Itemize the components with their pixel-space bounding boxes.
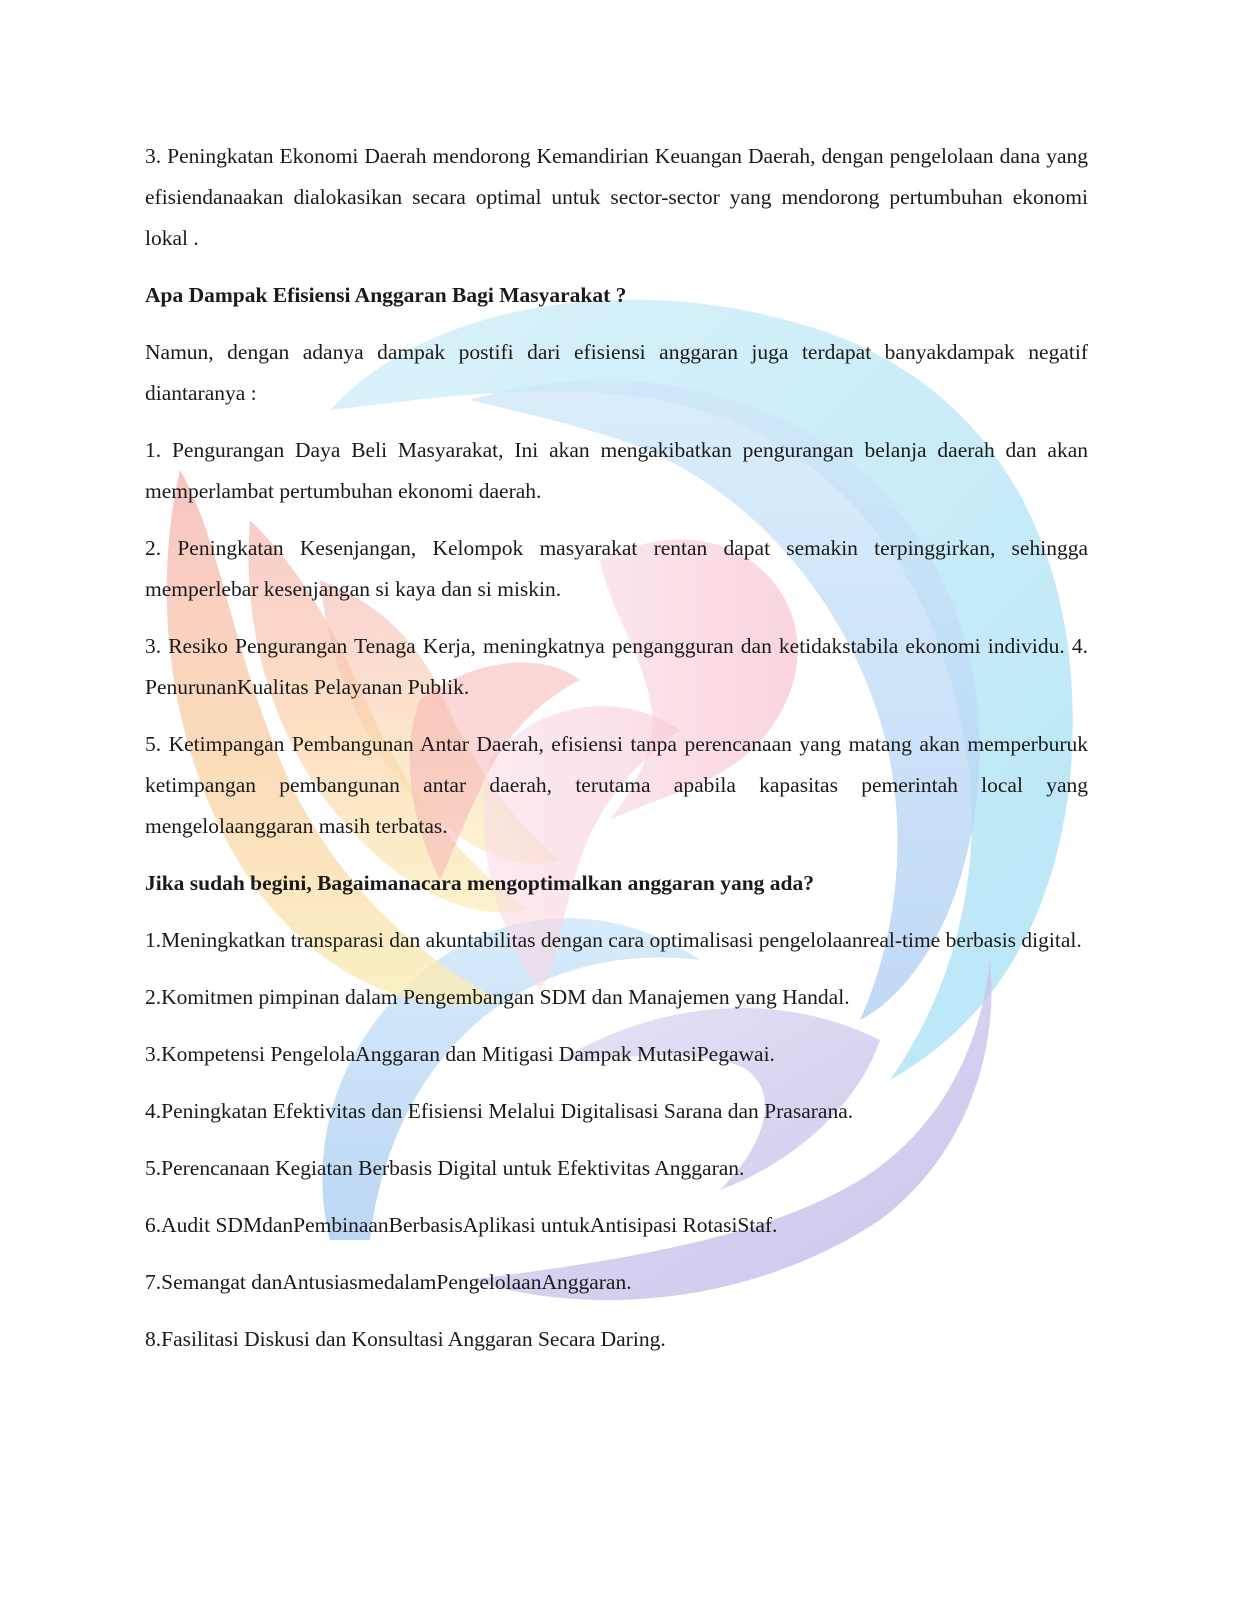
solution-item-8: 8.Fasilitasi Diskusi dan Konsultasi Anggaran Secara Daring. — [145, 1327, 666, 1351]
impact-item-3: 3. Resiko Pengurangan Tenaga Kerja, meningkatnya pengangguran dan ketidakstabila ekonomi individu. 4. PenurunanKualitas Pelayanan Publik. — [145, 634, 1088, 699]
heading-optimize-budget: Jika sudah begini, Bagaimanacara mengoptimalkan anggaran yang ada? — [145, 871, 815, 895]
solution-item-4: 4.Peningkatan Efektivitas dan Efisiensi Melalui Digitalisasi Sarana dan Prasarana. — [145, 1099, 854, 1123]
impact-item-2: 2. Peningkatan Kesenjangan, Kelompok masyarakat rentan dapat semakin terpinggirkan, sehingga memperlebar kesenjangan si kaya dan si miskin. — [145, 536, 1088, 601]
solution-item-1: 1.Meningkatkan transparasi dan akuntabilitas dengan cara optimalisasi pengelolaanreal-time berbasis digital. — [145, 928, 1082, 952]
heading-impact-on-society: Apa Dampak Efisiensi Anggaran Bagi Masyarakat ? — [145, 283, 627, 307]
impact-item-1: 1. Pengurangan Daya Beli Masyarakat, Ini akan mengakibatkan pengurangan belanja daerah dan akan memperlambat pertumbuhan ekonomi daerah. — [145, 438, 1088, 503]
solution-item-6: 6.Audit SDMdanPembinaanBerbasisAplikasi untukAntisipasi RotasiStaf. — [145, 1213, 778, 1237]
solution-item-3: 3.Kompetensi PengelolaAnggaran dan Mitigasi Dampak MutasiPegawai. — [145, 1042, 775, 1066]
paragraph-intro: Namun, dengan adanya dampak postifi dari efisiensi anggaran juga terdapat banyakdampak negatif diantaranya : — [145, 340, 1088, 405]
document-page — [145, 136, 1088, 1376]
solution-item-2: 2.Komitmen pimpinan dalam Pengembangan SDM dan Manajemen yang Handal. — [145, 985, 850, 1009]
paragraph-economic-growth: 3. Peningkatan Ekonomi Daerah mendorong Kemandirian Keuangan Daerah, dengan pengelolaan dana yang efisiendanaakan dialokasikan secara optimal untuk sector-sector yang mendorong pertumbuhan ekonomi lokal . — [145, 144, 1088, 250]
impact-item-5: 5. Ketimpangan Pembangunan Antar Daerah, efisiensi tanpa perencanaan yang matang akan memperburuk ketimpangan pembangunan antar daerah, terutama apabila kapasitas pemerintah local yang mengelolaanggaran masih terbatas. — [145, 732, 1088, 838]
solution-item-5: 5.Perencanaan Kegiatan Berbasis Digital untuk Efektivitas Anggaran. — [145, 1156, 745, 1180]
solution-item-7: 7.Semangat danAntusiasmedalamPengelolaanAnggaran. — [145, 1270, 632, 1294]
